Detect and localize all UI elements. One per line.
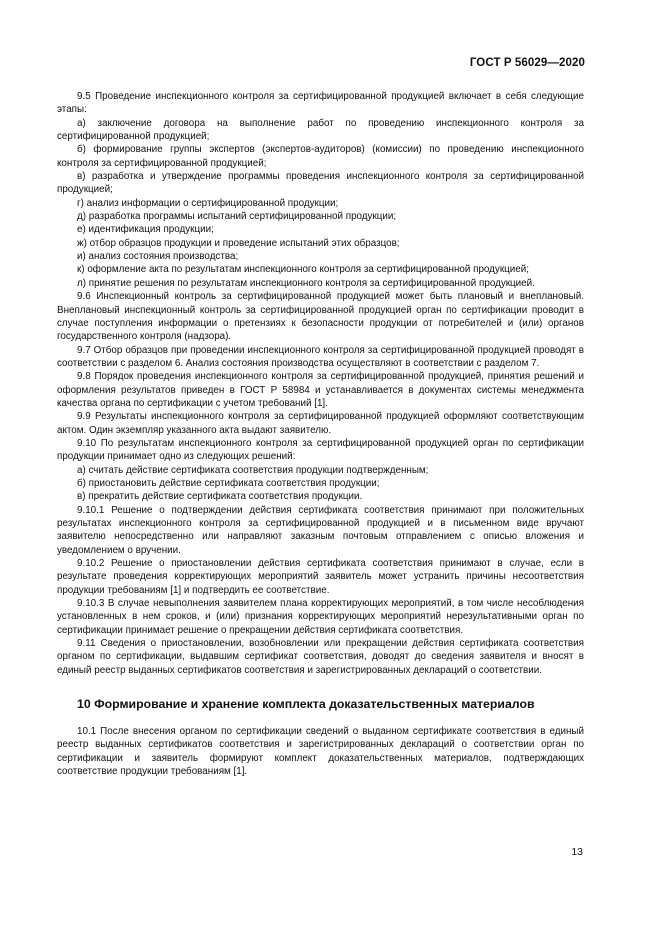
section-9-paragraphs [57, 90, 584, 677]
paragraph: л) принятие решения по результатам инспекционного контроля за сертифицированной продукцией. [77, 277, 535, 289]
paragraph: 9.5 Проведение инспекционного контроля за сертифицированной продукцией включает в себя следующие этапы: [57, 91, 584, 116]
paragraph: и) анализ состояния производства; [77, 251, 239, 263]
paragraph: в) прекратить действие сертификата соответствия продукции. [77, 491, 363, 503]
paragraph: б) приостановить действие сертификата соответствия продукции; [77, 477, 380, 489]
paragraph: в) разработка и утверждение программы проведения инспекционного контроля за сертифицированной продукцией; [57, 171, 584, 196]
paragraph: 9.6 Инспекционный контроль за сертифицированной продукцией может быть плановый и внеплановый. Внеплановый инспекционный контроль за сертифицированной продукцией орган по сертификации проводит в случае поступления информации о претензиях к безопасности продукции от потребителей и (или) органов государственного контроля (надзора). [57, 291, 584, 343]
paragraph: а) считать действие сертификата соответствия продукции подтвержденным; [77, 464, 429, 476]
document-designation: ГОСТ Р 56029—2020 [469, 57, 585, 69]
page-number: 13 [571, 846, 583, 858]
document-body [57, 90, 584, 779]
paragraph: г) анализ информации о сертифицированной продукции; [77, 197, 339, 209]
section-10-heading: 10 Формирование и хранение комплекта доказательственных материалов [77, 697, 535, 712]
paragraph: ж) отбор образцов продукции и проведение испытаний этих образцов; [77, 237, 400, 249]
paragraph: 9.10.2 Решение о приостановлении действия сертификата соответствия принимают в случае, если в результате проведения корректирующих мероприятий заявитель может устранить причины несоответствия продукции требованиям [1] и подтвердить ее соответствие. [57, 558, 584, 596]
paragraph: 9.10 По результатам инспекционного контроля за сертифицированной продукцией орган по сертификации продукции принимает одно из следующих решений: [57, 437, 584, 463]
paragraph-10-1: 10.1 После внесения органом по сертификации сведений о выданном сертификате соответствия в единый реестр выданных сертификатов соответствия и зарегистрированных деклараций о соответствии орган по сертификации и заявитель формируют комплект доказательственных материалов, подтверждающих соответствие продукции требованиям [1]. [57, 726, 584, 778]
paragraph: е) идентификация продукции; [77, 224, 214, 236]
paragraph: 9.11 Сведения о приостановлении, возобновлении или прекращении действия сертификата соответствия органом по сертификации, выдавшим сертификат соответствия, доводят до сведения заявителя и вносят в единый реестр выданных сертификатов соответствия и зарегистрированных деклараций о соответствии. [57, 638, 584, 676]
paragraph: 9.10.1 Решение о подтверждении действия сертификата соответствия принимают при положительных результатах инспекционного контроля за сертифицированной продукцией и в письменном виде вручают заявителю непосредственно или направляют заказным почтовым отправлением с описью вложения и уведомлением о вручении. [57, 504, 584, 556]
paragraph: б) формирование группы экспертов (экспертов-аудиторов) (комиссии) по проведению инспекционного контроля за сертифицированной продукцией; [57, 144, 584, 169]
paragraph: 9.10.3 В случае невыполнения заявителем плана корректирующих мероприятий, в том числе несоблюдения установленных в нем сроков, и (или) признания корректирующих мероприятий нерезультативными орган по сертификации принимает решение о прекращении действия сертификата соответствия. [57, 598, 584, 636]
paragraph: 9.9 Результаты инспекционного контроля за сертифицированной продукцией оформляют соответствующим актом. Один экземпляр указанного акта выдают заявителю. [57, 411, 584, 436]
paragraph: 9.8 Порядок проведения инспекционного контроля за сертифицированной продукцией, принятия решений и оформления результатов приведен в ГОСТ Р 58984 и устанавливается в документах системы менеджмента качества органа по сертификации с учетом требований [1]. [57, 371, 584, 409]
paragraph: а) заключение договора на выполнение работ по проведению инспекционного контроля за сертифицированной продукцией; [57, 117, 584, 143]
paragraph: к) оформление акта по результатам инспекционного контроля за сертифицированной продукцией; [77, 264, 529, 276]
paragraph: д) разработка программы испытаний сертифицированной продукции; [77, 211, 397, 223]
paragraph: 9.7 Отбор образцов при проведении инспекционного контроля за сертифицированной продукцией проводят в соответствии с разделом 6. Анализ состояния производства осуществляют в соответствии с разделом 7. [57, 344, 584, 369]
